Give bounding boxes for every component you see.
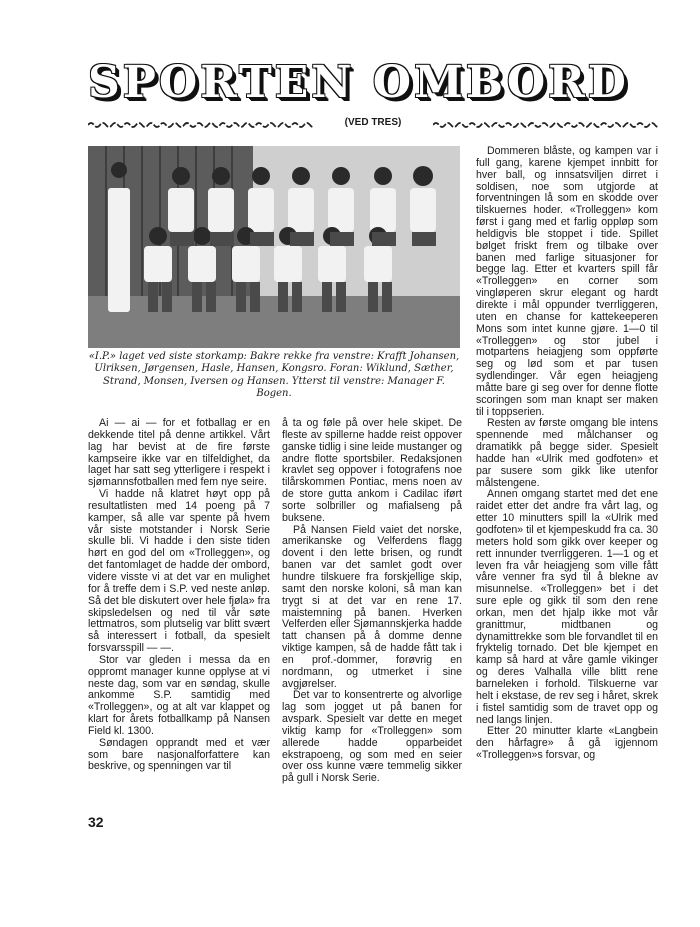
paragraph: å ta og føle på over hele skipet. De fleste av spillerne hadde reist oppover ganske tidlig i sine leide mustanger og andre flotte sportsbiler. Redaksjonen kravlet seg oppover i fotografens noe tilårskommen Pontiac, mens noen av de store gutta ankom i Cadilac iført sorte solbriller og mafialseng på buksene. bbox=[282, 417, 462, 524]
article-column-3 bbox=[476, 146, 658, 762]
paragraph: Stor var gleden i messa da en oppromt manager kunne opplyse at vi neste dag, som var en søndag, skulle ankomme S.P. samtidig med «Trolleggen», og at alt var klappet og klart for årets fotballkamp på Nansen Field kl. 1300. bbox=[88, 653, 270, 737]
paragraph: Etter 20 minutter klarte «Langbein den hårfagre» å gå igjennom «Trolleggen»s forsvar, og bbox=[476, 725, 658, 762]
article-column-2 bbox=[282, 418, 462, 785]
paragraph: Vi hadde nå klatret høyt opp på resultatlisten med 14 poeng på 7 kamper, så alle var spente på hvem vår siste motstander i Norsk Serie skulle bli. Vi hadde i den siste tiden hørt en god del om «Trolleggen», og det fantomlaget de hadde der ombord, videre visste vi at det var en mulighet for å treffe dem i S.P. ved neste anløp. Så det ble diskutert over hele fjøla» fra skipsledelsen og ned til vår søte lettmatros, som plutselig var blitt svært så interessert i fotball, da spesielt forsvarsspill — —. bbox=[88, 488, 270, 655]
photo-caption: «I.P.» laget ved siste storkamp: Bakre rekke fra venstre: Krafft Johansen, Ulriksen, Jørgensen, Hasle, Hansen, Kongsro. Foran: Wiklund, Sæther, Strand, Monsen, Iversen og Hansen. Ytterst til venstre: Manager F. Bogen. bbox=[88, 351, 460, 400]
byline-row bbox=[88, 116, 658, 130]
paragraph: Dommeren blåste, og kampen var i full gang, karene kjempet innbitt for hver ball, og innsatsviljen dirret i soldisen, noe som utgjorde at forventningen lå som en skodde over tilskuernes hoder. «Trolleggen» kom først i gang med et farlig oppløp som heldigvis ble stoppet i tide. Spillet bølget friskt frem og tilbake over banen med farlige situasjoner for begge lag. Etter et kvarters spill får «Trolleggen» en corner som vingløperen skrur elegant og hardt direkte i mål oppunder tverrliggeren, uten en chanse for kattekeeperen Mons som intet kunne gjøre. 1—0 til «Trolleggen» og stor jubel i motpartens heiagjeng som oppførte seg og lød som et par tusen sydlendinger. Vår egen heiagjeng måtte bare gi seg over for denne flotte scoringen som man knapt ser maken til i toppserien. bbox=[476, 145, 658, 418]
paragraph: Resten av første omgang ble intens spennende med målchanser og dramatikk på begge sider. Spesielt hadde han «Ulrik med godfoten» et par susere som gikk like utenfor målstengene. bbox=[476, 417, 658, 489]
paragraph: Ai — ai — for et fotballag er en dekkende titel på denne artikkel. Vårt lag har bevist at de fire første kampseire ikke var en tilfeldighet, da laget har satt seg ytterligere i respekt i sjømannsfotballen med fem nye seire. bbox=[88, 417, 270, 489]
article-title: SPORTEN OMBORD bbox=[88, 57, 629, 108]
paragraph: Annen omgang startet med det ene raidet etter det andre fra vårt lag, og etter 10 minutters spill la «Ulrik med godfoten» til et kjempeskudd fra ca. 30 meters hold som gikk over keeper og rett innunder tverrliggeren. 1—1 og et leven fra vår heiagjeng som ville fått våre venner fra syd til å blekne av misunnelse. «Trolleggen» bet i det sure eple og gikk til som den rene orkan, men det hjalp ikke mot vår granittmur, midtbanen og dynamittrekke som ble forvandlet til en fryktelig tornado. Det ble kjempet en kamp så hard at våre gamle vikinger og deres Valhalla ville blitt rene barneleken i forhold. Tilskuerne var helt i ekstase, de rev seg i håret, skrek i fistel samtidig som de travet opp og ned langs linjen. bbox=[476, 488, 658, 726]
decorative-squiggle-right bbox=[433, 116, 658, 130]
article-column-1 bbox=[88, 418, 270, 773]
team-photo-illustration bbox=[88, 146, 460, 348]
team-photo bbox=[88, 146, 460, 348]
byline: (VED TRES) bbox=[344, 117, 402, 128]
paragraph: På Nansen Field vaiet det norske, amerikanske og Velferdens flagg dovent i den lette brisen, og rundt banen var det samlet godt over hundre tilskuere fra forskjellige skip, samt den norske koloni, så man kan trygt si at det var en rene 17. maistemning på banen. Hverken Velferden eller Sjømannskjerka hadde tatt chansen på å domme denne viktige kampen, så de hadde fått tak i en prof.-dommer, forøvrig en nordmann, og utmerket i sine avgjørelser. bbox=[282, 523, 462, 690]
decorative-squiggle-left bbox=[88, 116, 313, 130]
page-number: 32 bbox=[88, 814, 104, 830]
paragraph: Søndagen opprandt med et vær som bare nasjonalforfattere kan beskrive, og spenningen var til bbox=[88, 736, 270, 773]
paragraph: Det var to konsentrerte og alvorlige lag som jogget ut på banen for avspark. Spesielt var dette en meget viktig kamp for «Trolleggen» som allerede hadde opparbeidet ekstrapoeng, og som med en seier over oss kunne være temmelig sikker på gull i Norsk Serie. bbox=[282, 689, 462, 785]
